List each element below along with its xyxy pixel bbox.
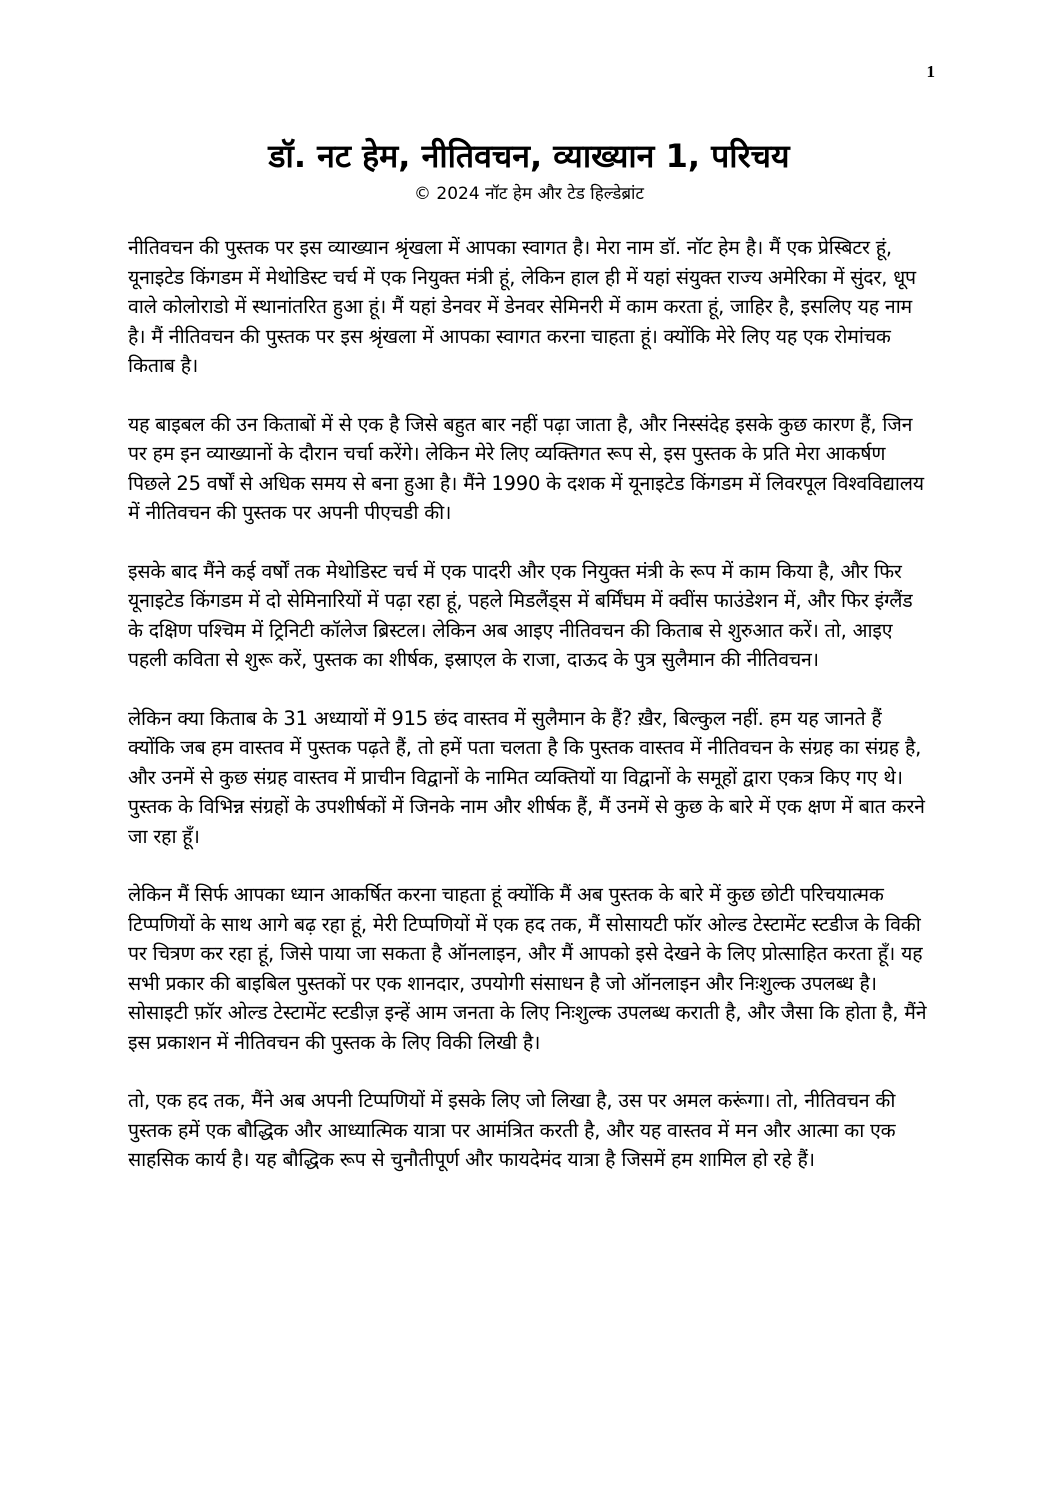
document-body <box>128 233 928 1204</box>
document-title: डॉ. नट हेम, नीतिवचन, व्याख्यान 1, परिचय <box>268 137 790 175</box>
body-paragraph-3: इसके बाद मैंने कई वर्षों तक मेथोडिस्ट चर्च में एक पादरी और एक नियुक्त मंत्री के रूप में काम किया है, और फिर यूनाइटेड किंगडम में दो सेमिनारियों में पढ़ा रहा हूं, पहले मिडलैंड्स में बर्मिंघम में क्वींस फाउंडेशन में, और फिर इंग्लैंड के दक्षिण पश्चिम में ट्रिनिटी कॉलेज ब्रिस्टल। लेकिन अब आइए नीतिवचन की किताब से शुरुआत करें। तो, आइए पहली कविता से शुरू करें, पुस्तक का शीर्षक, इस्राएल के राजा, दाऊद के पुत्र सुलैमान की नीतिवचन। <box>128 559 913 671</box>
body-paragraph-1: नीतिवचन की पुस्तक पर इस व्याख्यान श्रृंखला में आपका स्वागत है। मेरा नाम डॉ. नॉट हेम है। मैं एक प्रेस्बिटर हूं, यूनाइटेड किंगडम में मेथोडिस्ट चर्च में एक नियुक्त मंत्री हूं, लेकिन हाल ही में यहां संयुक्त राज्य अमेरिका में सुंदर, धूप वाले कोलोराडो में स्थानांतरित हुआ हूं। मैं यहां डेनवर में डेनवर सेमिनरी में काम करता हूं, जाहिर है, इसलिए यह नाम है। मैं नीतिवचन की पुस्तक पर इस श्रृंखला में आपका स्वागत करना चाहता हूं। क्योंकि मेरे लिए यह एक रोमांचक किताब है। <box>128 236 916 377</box>
copyright-line: © 2024 नॉट हेम और टेड हिल्डेब्रांट <box>414 184 644 204</box>
body-paragraph-6: तो, एक हद तक, मैंने अब अपनी टिप्पणियों में इसके लिए जो लिखा है, उस पर अमल करूंगा। तो, नीतिवचन की पुस्तक हमें एक बौद्धिक और आध्यात्मिक यात्रा पर आमंत्रित करती है, और यह वास्तव में मन और आत्मा का एक साहसिक कार्य है। यह बौद्धिक रूप से चुनौतीपूर्ण और फायदेमंद यात्रा है जिसमें हम शामिल हो रहे हैं। <box>128 1089 896 1171</box>
body-paragraph-5: लेकिन मैं सिर्फ आपका ध्यान आकर्षित करना चाहता हूं क्योंकि मैं अब पुस्तक के बारे में कुछ छोटी परिचयात्मक टिप्पणियों के साथ आगे बढ़ रहा हूं, मेरी टिप्पणियों में एक हद तक, मैं सोसायटी फॉर ओल्ड टेस्टामेंट स्टडीज के विकी पर चित्रण कर रहा हूं, जिसे पाया जा सकता है ऑनलाइन, और मैं आपको इसे देखने के लिए प्रोत्साहित करता हूँ। यह सभी प्रकार की बाइबिल पुस्तकों पर एक शानदार, उपयोगी संसाधन है जो ऑनलाइन और निःशुल्क उपलब्ध है। सोसाइटी फ़ॉर ओल्ड टेस्टामेंट स्टडीज़ इन्हें आम जनता के लिए निःशुल्क उपलब्ध कराती है, और जैसा कि होता है, मैंने इस प्रकाशन में नीतिवचन की पुस्तक के लिए विकी लिखी है। <box>128 883 927 1054</box>
body-paragraph-2: यह बाइबल की उन किताबों में से एक है जिसे बहुत बार नहीं पढ़ा जाता है, और निस्संदेह इसके कुछ कारण हैं, जिन पर हम इन व्याख्यानों के दौरान चर्चा करेंगे। लेकिन मेरे लिए व्यक्तिगत रूप से, इस पुस्तक के प्रति मेरा आकर्षण पिछले 25 वर्षों से अधिक समय से बना हुआ है। मैंने 1990 के दशक में यूनाइटेड किंगडम में लिवरपूल विश्वविद्यालय में नीतिवचन की पुस्तक पर अपनी पीएचडी की। <box>128 412 924 524</box>
body-paragraph-4: लेकिन क्या किताब के 31 अध्यायों में 915 छंद वास्तव में सुलैमान के हैं? ख़ैर, बिल्कुल नहीं. हम यह जानते हैं क्योंकि जब हम वास्तव में पुस्तक पढ़ते हैं, तो हमें पता चलता है कि पुस्तक वास्तव में नीतिवचन के संग्रह का संग्रह है, और उनमें से कुछ संग्रह वास्तव में प्राचीन विद्वानों के नामित व्यक्तियों या विद्वानों के समूहों द्वारा एकत्र किए गए थे। पुस्तक के विभिन्न संग्रहों के उपशीर्षकों में जिनके नाम और शीर्षक हैं, मैं उनमें से कुछ के बारे में एक क्षण में बात करने जा रहा हूँ। <box>128 706 925 848</box>
page-number: 1 <box>926 62 935 81</box>
document-header <box>0 130 1058 206</box>
